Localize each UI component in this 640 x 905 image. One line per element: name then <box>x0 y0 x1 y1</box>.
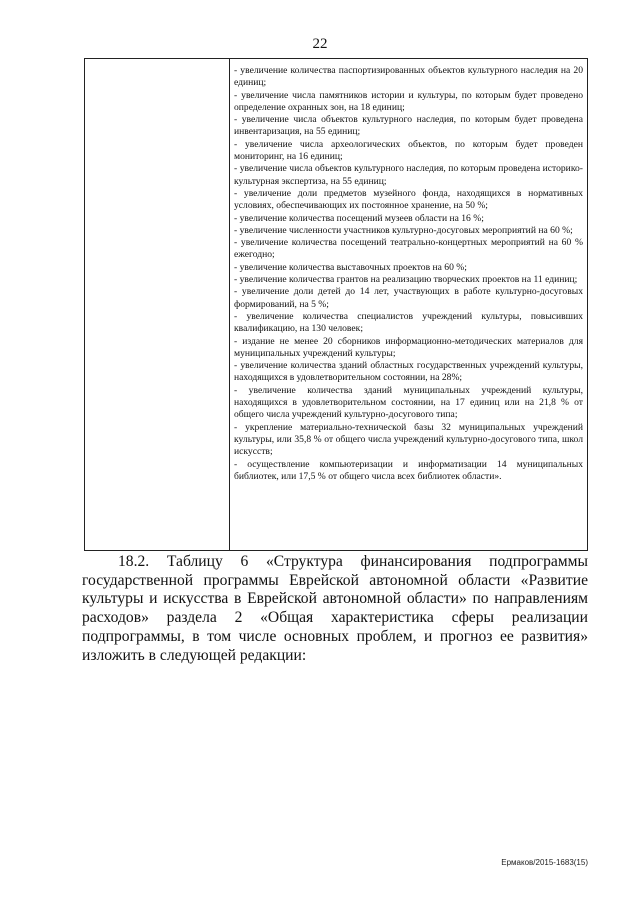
result-item: - увеличение числа археологических объектов, по которым будет проведен мониторинг, на 16 единиц; <box>234 138 583 163</box>
result-item: - увеличение количества посещений театрально-концертных мероприятий на 60 % ежегодно; <box>234 237 583 261</box>
result-item: - увеличение количества выставочных проектов на 60 %; <box>234 261 467 273</box>
page-number: 22 <box>312 36 328 52</box>
document-reference-code: Ермаков/2015-1683(15) <box>501 858 588 867</box>
results-table <box>84 58 588 551</box>
amendment-paragraph: 18.2. Таблицу 6 «Структура финансирования подпрограммы государственной программы Еврейской автономной области «Развитие культуры и искусства в Еврейской автономной области» по направлениям расходов» раздела 2 «Общая характеристика сферы реализации подпрограммы, в том числе основных проблем, и прогноз ее развития» изложить в следующей редакции: <box>82 553 588 664</box>
result-item: - увеличение количества грантов на реализацию творческих проектов на 11 единиц; <box>234 274 578 286</box>
result-item: - увеличение количества посещений музеев области на 16 %; <box>234 212 484 224</box>
result-item: - осуществление компьютеризации и информатизации 14 муниципальных библиотек, или 17,5 % от общего числа всех библиотек области». <box>234 458 583 482</box>
result-item: - увеличение доли детей до 14 лет, участвующих в работе культурно-досуговых формирований, на 5 %; <box>234 286 583 310</box>
table-left-cell <box>85 59 229 550</box>
result-item: - увеличение количества зданий муниципальных учреждений культуры, находящихся в удовлетворительном состоянии, на 17 единиц или на 21,8 % от общего числа учреждений культурно-досугового типа; <box>234 384 583 421</box>
result-item: - укрепление материально-технической базы 32 муниципальных учреждений культуры, или 35,8 % от общего числа учреждений культурно-досугового типа, школ искусств; <box>234 421 583 458</box>
result-item: - увеличение численности участников культурно-досуговых мероприятий на 60 %; <box>234 224 573 236</box>
result-item: - увеличение числа памятников истории и культуры, по которым будет проведено определение охранных зон, на 18 единиц; <box>234 89 583 113</box>
result-item: - издание не менее 20 сборников информационно-методических материалов для муниципальных учреждений культуры; <box>234 335 583 359</box>
result-item: - увеличение числа объектов культурного наследия, по которым проведена историко-культурная экспертиза, на 55 единиц; <box>234 163 583 187</box>
result-item: - увеличение количества специалистов учреждений культуры, повысивших квалификацию, на 130 человек; <box>234 310 583 335</box>
result-item: - увеличение количества паспортизированных объектов культурного наследия на 20 единиц; <box>234 65 583 89</box>
result-item: - увеличение количества зданий областных государственных учреждений культуры, находящихся в удовлетворительном состоянии, на 28%; <box>234 360 583 384</box>
table-right-cell <box>230 59 587 550</box>
result-item: - увеличение доли предметов музейного фонда, находящихся в нормативных условиях, обеспечивающих их постоянное хранение, на 50 %; <box>234 187 583 212</box>
result-item: - увеличение числа объектов культурного наследия, по которым будет проведена инвентаризация, на 55 единиц; <box>234 114 583 138</box>
